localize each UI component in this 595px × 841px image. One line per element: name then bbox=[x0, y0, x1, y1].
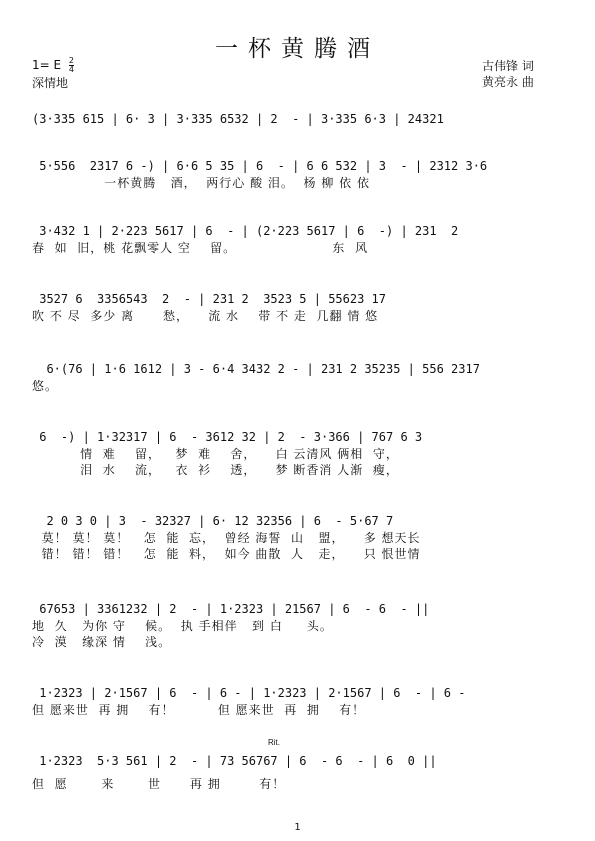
notation-line: 6·(76 | 1·6 1612 | 3 - 6·4 3432 2 - | 231 2 35235 | 556 2317 bbox=[32, 362, 480, 376]
lyricist: 古伟锋 词 bbox=[482, 59, 534, 73]
score-row bbox=[32, 600, 552, 650]
composer: 黄亮永 曲 bbox=[482, 75, 534, 89]
song-title: 一杯黄腾酒 bbox=[215, 36, 380, 62]
lyric-line: 但 愿来世 再 拥 有！ 但 愿来世 再 拥 有！ bbox=[32, 703, 366, 717]
score-row bbox=[32, 684, 552, 718]
lyric-line: 悠。 bbox=[32, 379, 59, 393]
meter-bottom: 4 bbox=[68, 65, 75, 74]
notation-line: 1·2323 | 2·1567 | 6 - | 6 - | 1·2323 | 2·1567 | 6 - | 6 - bbox=[32, 686, 466, 700]
notation-line: 5·556 2317 6 -) | 6·6 5 35 | 6 - | 6 6 532 | 3 - | 2312 3·6 bbox=[32, 159, 488, 173]
notation-line: 6 -) | 1·32317 | 6 - 3612 32 | 2 - 3·366 | 767 6 3 bbox=[32, 430, 423, 444]
lyric-line: 春 如 旧，桃 花飘零人 空 留。 东 风 bbox=[32, 241, 369, 255]
score-row bbox=[32, 428, 552, 478]
lyric-line: 一杯黄腾 酒， 两行心 酸 泪。 杨 柳 依 依 bbox=[32, 176, 370, 190]
time-signature bbox=[69, 57, 74, 74]
lyric-line: 但 愿 来 世 再 拥 有！ bbox=[32, 777, 286, 791]
tempo-mood: 深情地 bbox=[32, 76, 69, 90]
notation-line: 1·2323 5·3 561 | 2 - | 73 56767 | 6 - 6 - | 6 0 || bbox=[32, 754, 437, 768]
score-row bbox=[32, 360, 552, 394]
score-row bbox=[32, 290, 552, 324]
lyric-line: 莫！ 莫！ 莫！ 怎 能 忘， 曾经 海誓 山 盟， 多 想天长 bbox=[32, 531, 421, 545]
key-signature bbox=[32, 57, 74, 74]
notation-line: 2 0 3 0 | 3 - 32327 | 6· 12 32356 | 6 - 5·67 7 bbox=[32, 514, 394, 528]
score-row bbox=[32, 110, 552, 128]
lyric-line: 泪 水 流， 衣 衫 透， 梦 断香消 人渐 瘦， bbox=[32, 463, 399, 477]
notation-line: 3527 6 3356543 2 - | 231 2 3523 5 | 55623 17 bbox=[32, 292, 387, 306]
score-row bbox=[32, 157, 552, 191]
score-row bbox=[32, 738, 552, 792]
notation-line: 3·432 1 | 2·223 5617 | 6 - | (2·223 5617 | 6 -) | 231 2 bbox=[32, 224, 459, 238]
lyric-line: 地 久 为你 守 候。 执 手相伴 到 白 头。 bbox=[32, 619, 333, 633]
lyric-line: 情 难 留， 梦 难 舍， 白 云清风 俩相 守， bbox=[32, 447, 399, 461]
score-row bbox=[32, 512, 552, 562]
notation-line: 67653 | 3361232 | 2 - | 1·2323 | 21567 | 6 - 6 - || bbox=[32, 602, 430, 616]
meter-top: 2 bbox=[68, 56, 75, 65]
lyric-line: 错！ 错！ 错！ 怎 能 料， 如今 曲散 人 走， 只 恨世情 bbox=[32, 547, 421, 561]
key-label: 1= E bbox=[32, 58, 62, 72]
lyric-line: 吹 不 尽 多少 离 愁， 流 水 带 不 走 几翻 情 悠 bbox=[32, 309, 379, 323]
ritardando-marking: Rit. bbox=[268, 738, 280, 747]
notation-line: (3·335 615 | 6· 3 | 3·335 6532 | 2 - | 3·335 6·3 | 24321 bbox=[32, 112, 444, 126]
page-number: 1 bbox=[294, 822, 301, 833]
score-row bbox=[32, 222, 552, 256]
credits bbox=[482, 58, 534, 90]
lyric-line: 冷 漠 缘深 情 浅。 bbox=[32, 635, 172, 649]
